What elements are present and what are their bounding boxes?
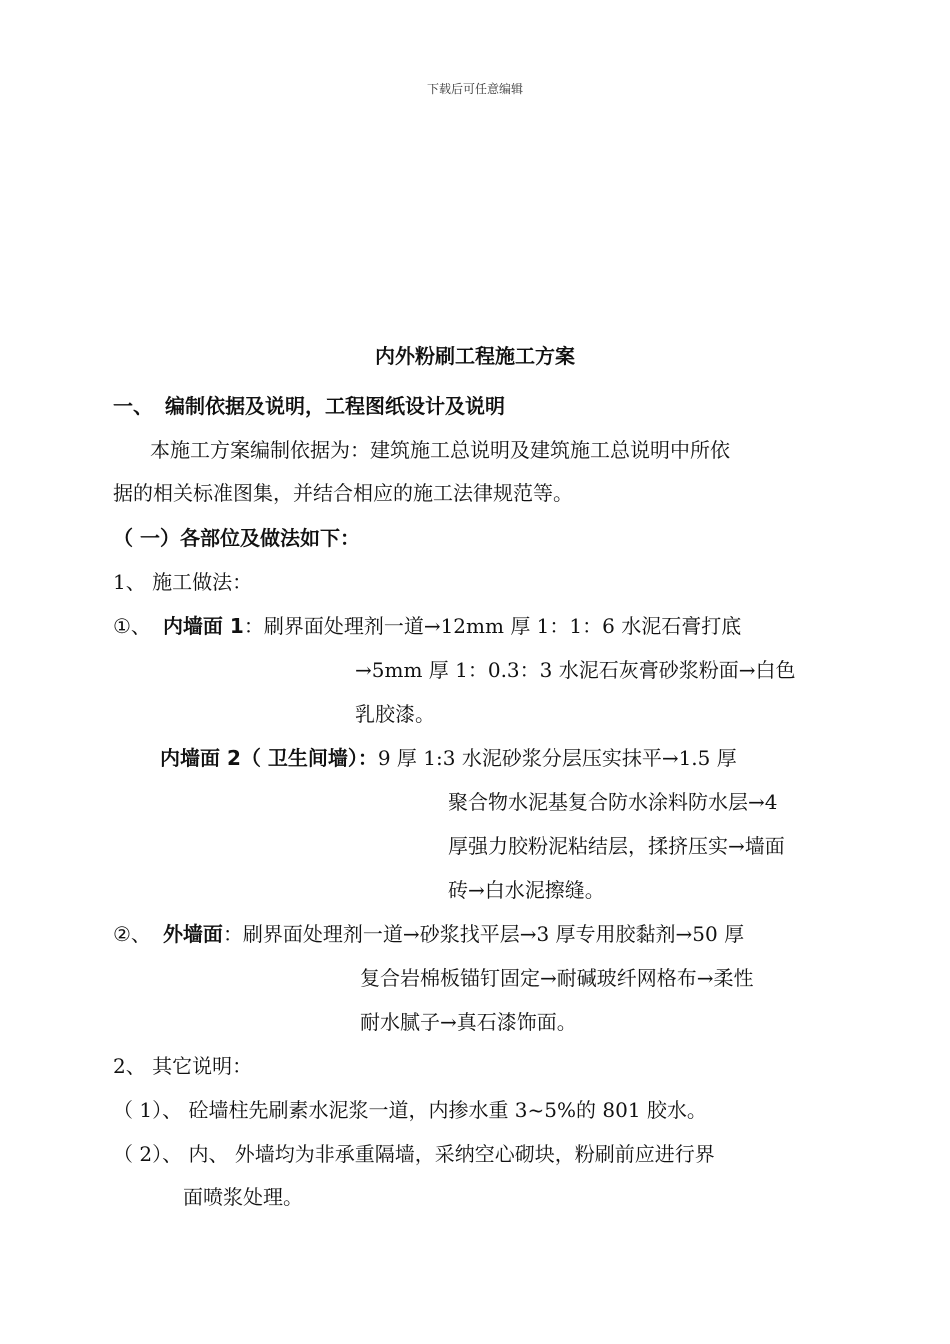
inner-wall-2-line-2: 聚合物水泥基复合防水涂料防水层→4 xyxy=(448,790,778,814)
note-2-line-1: （ 2）、 内、 外墙均为非承重隔墙，采纳空心砌块，粉刷前应进行界 xyxy=(113,1142,715,1166)
outer-wall-label: 外墙面 xyxy=(162,922,223,946)
inner-wall-2-text: 9 厚 1:3 水泥砂浆分层压实抹平→1.5 厚 xyxy=(377,746,737,770)
section-heading xyxy=(113,392,505,420)
outer-wall-text: ：刷界面处理剂一道→砂浆找平层→3 厚专用胶黏剂→50 厚 xyxy=(222,922,745,946)
item-marker: ①、 xyxy=(113,614,151,638)
outer-wall-row xyxy=(113,920,744,948)
inner-wall-1-label: 内墙面 1 xyxy=(162,614,244,638)
item-marker: ②、 xyxy=(113,922,151,946)
note-1: （ 1）、 砼墙柱先刷素水泥浆一道，内掺水重 3~5%的 801 胶水。 xyxy=(113,1098,707,1122)
inner-wall-2-line-4: 砖→白水泥擦缝。 xyxy=(448,878,605,902)
note-2-line-2: 面喷浆处理。 xyxy=(183,1185,303,1209)
basis-line-2: 据的相关标准图集，并结合相应的施工法律规范等。 xyxy=(113,481,573,505)
basis-line-1: 本施工方案编制依据为：建筑施工总说明及建筑施工总说明中所依 xyxy=(150,438,730,462)
outer-wall-line-3: 耐水腻子→真石漆饰面。 xyxy=(360,1010,577,1034)
inner-wall-1-row xyxy=(113,612,741,640)
inner-wall-2-line-3: 厚强力胶粉泥粘结层，揉挤压实→墙面 xyxy=(448,834,785,858)
document-title: 内外粉刷工程施工方案 xyxy=(375,344,575,368)
inner-wall-2-label: 内墙面 2（ 卫生间墙）： xyxy=(160,746,378,770)
page-header-note: 下载后可任意编辑 xyxy=(426,82,523,96)
item-1-heading: 1、 施工做法： xyxy=(113,570,253,594)
item-2-heading: 2、 其它说明： xyxy=(113,1054,253,1078)
section-number: 一、 xyxy=(113,394,153,418)
inner-wall-1-text: ：刷界面处理剂一道→12mm 厚 1：1：6 水泥石膏打底 xyxy=(243,614,742,638)
inner-wall-1-line-3: 乳胶漆。 xyxy=(355,702,435,726)
inner-wall-2-row xyxy=(160,744,737,772)
subsection-heading: （ 一）各部位及做法如下： xyxy=(113,526,360,550)
section-title: 编制依据及说明，工程图纸设计及说明 xyxy=(165,394,505,418)
inner-wall-1-line-2: →5mm 厚 1：0.3：3 水泥石灰膏砂浆粉面→白色 xyxy=(355,658,796,682)
outer-wall-line-2: 复合岩棉板锚钉固定→耐碱玻纤网格布→柔性 xyxy=(360,966,754,990)
